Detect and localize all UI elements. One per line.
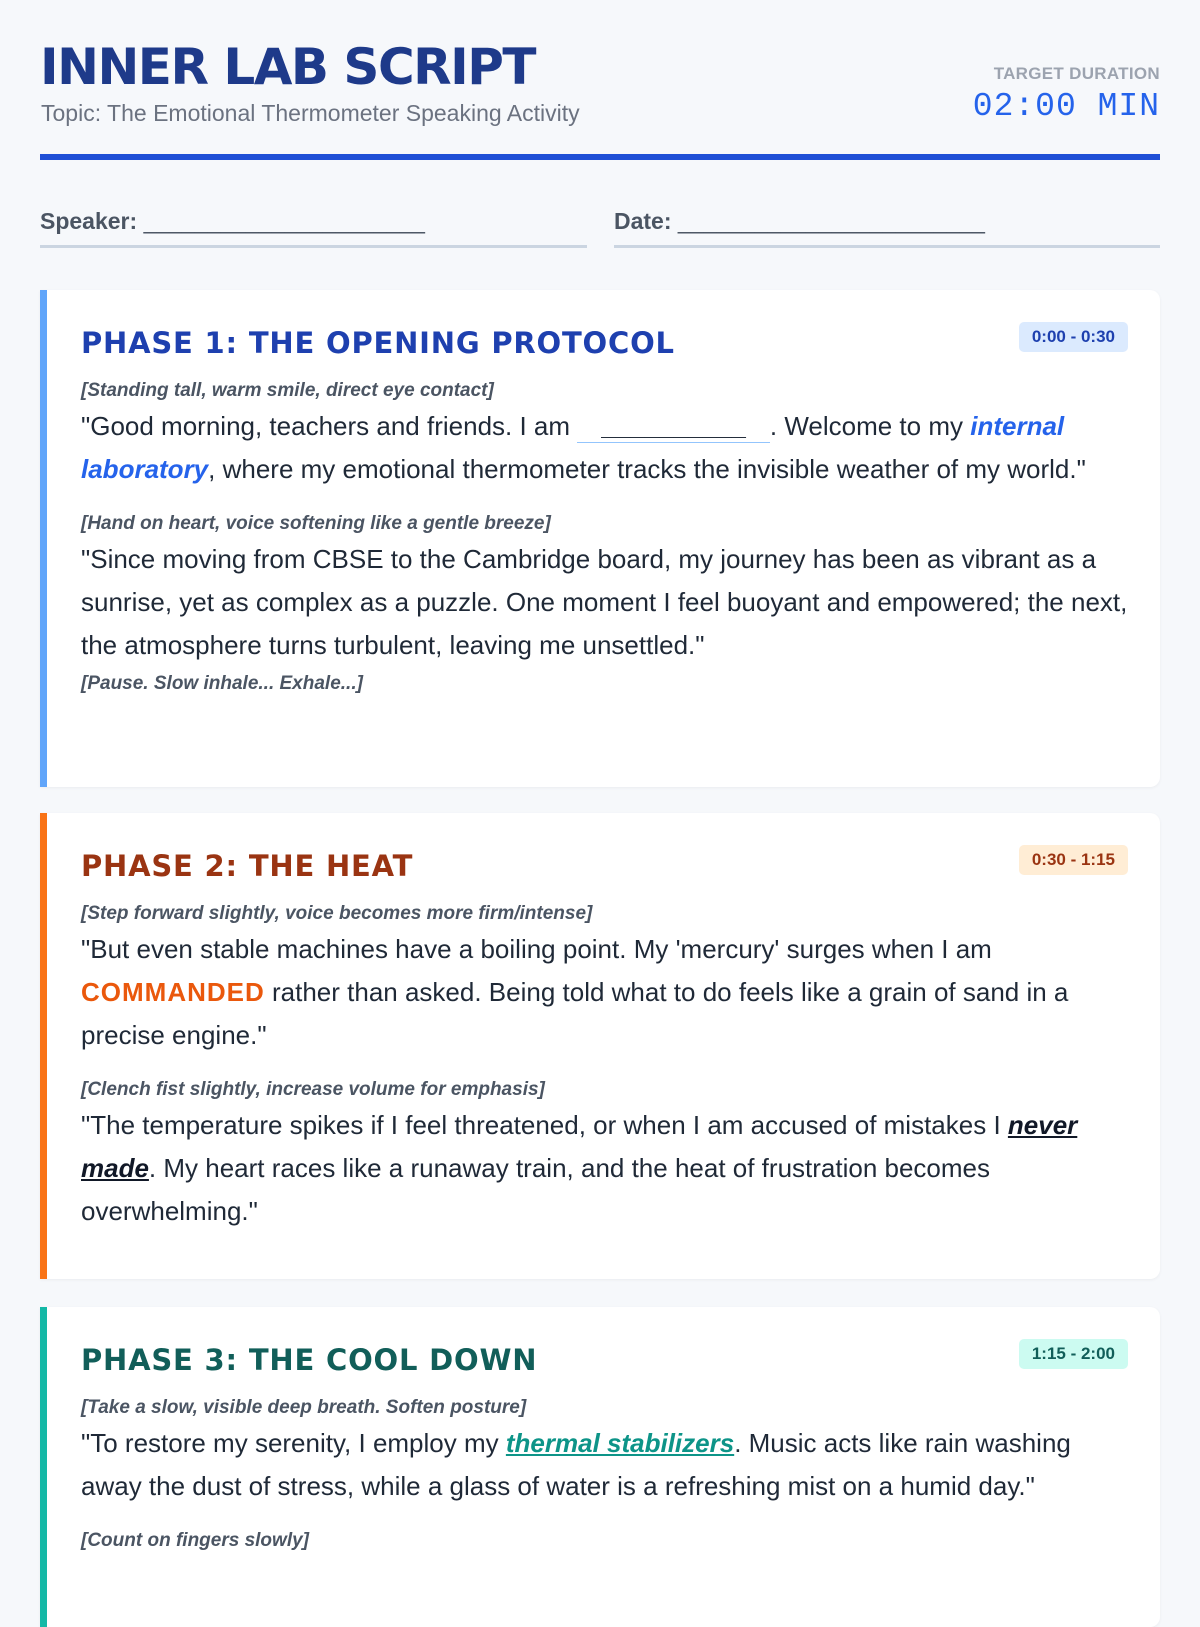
speaker-blank: ______________________ [143, 208, 425, 234]
emphasis-text: thermal stabilizers [505, 1428, 735, 1458]
emphasis-text: COMMANDED [81, 977, 265, 1007]
phase-title: PHASE 2: THE HEAT [81, 849, 414, 883]
phase-title: PHASE 1: THE OPENING PROTOCOL [81, 326, 675, 360]
speech-paragraph [81, 1104, 1128, 1233]
speech-text: , where my emotional thermometer tracks the invisible weather of my world." [208, 454, 1086, 484]
speech-text: "To restore my serenity, I employ my [81, 1428, 506, 1458]
speech-paragraph [81, 1422, 1128, 1508]
speech-text: . Music acts like rain washing away the dust of stress, while a glass of water is a refreshing mist on a humid day." [81, 1428, 1071, 1501]
date-label: Date: [614, 208, 672, 234]
time-badge: 1:15 - 2:00 [1019, 1339, 1128, 1369]
emphasis-text: internal laboratory [81, 411, 1065, 484]
phase-card-cool-down [40, 1307, 1160, 1627]
speech-text: . My heart races like a runaway train, and the heat of frustration becomes overwhelming." [81, 1153, 991, 1226]
date-field[interactable] [614, 208, 1160, 248]
page-header [40, 0, 1160, 160]
phase-title: PHASE 3: THE COOL DOWN [81, 1343, 538, 1377]
stage-direction: [Count on fingers slowly] [81, 1530, 309, 1551]
page-topic: Topic: The Emotional Thermometer Speaking Activity [41, 100, 580, 126]
phase-card-opening [40, 290, 1160, 787]
speech-text: "Good morning, teachers and friends. I am [81, 411, 578, 441]
duration-value: 02:00 MIN [972, 88, 1160, 125]
speech-paragraph [81, 928, 1128, 1057]
stage-direction: [Take a slow, visible deep breath. Soften posture] [81, 1397, 527, 1418]
speech-text: rather than asked. Being told what to do feels like a grain of sand in a precise engine." [81, 977, 1069, 1050]
speaker-field[interactable] [40, 208, 587, 248]
time-badge: 0:00 - 0:30 [1019, 322, 1128, 352]
speech-paragraph [81, 405, 1128, 491]
stage-direction: [Step forward slightly, voice becomes more firm/intense] [81, 903, 593, 924]
page-title: INNER LAB SCRIPT [40, 38, 535, 96]
time-badge: 0:30 - 1:15 [1019, 845, 1128, 875]
phase-card-heat [40, 813, 1160, 1279]
info-fields [40, 160, 1160, 288]
duration-label: TARGET DURATION [993, 64, 1160, 83]
speaker-label: Speaker: [40, 208, 138, 234]
speech-text: . Welcome to my [769, 411, 971, 441]
stage-direction: [Clench fist slightly, increase volume for emphasis] [81, 1079, 545, 1100]
stage-direction: [Hand on heart, voice softening like a gentle breeze] [81, 513, 551, 534]
speech-text: "But even stable machines have a boiling point. My 'mercury' surges when I am [81, 934, 992, 964]
stage-direction: [Pause. Slow inhale... Exhale...] [81, 673, 363, 694]
speech-paragraph: "Since moving from CBSE to the Cambridge board, my journey has been as vibrant as a sunrise, yet as complex as a puzzle. One moment I feel buoyant and empowered; the next, the atmosphere turns turbulent, leaving me unsettled." [81, 544, 1128, 660]
date-blank: ________________________ [677, 208, 985, 234]
emphasis-text: never made [81, 1110, 1078, 1183]
name-blank: __________ [577, 410, 770, 443]
speech-text: "The temperature spikes if I feel threatened, or when I am accused of mistakes I [81, 1110, 1008, 1140]
stage-direction: [Standing tall, warm smile, direct eye contact] [81, 380, 494, 401]
